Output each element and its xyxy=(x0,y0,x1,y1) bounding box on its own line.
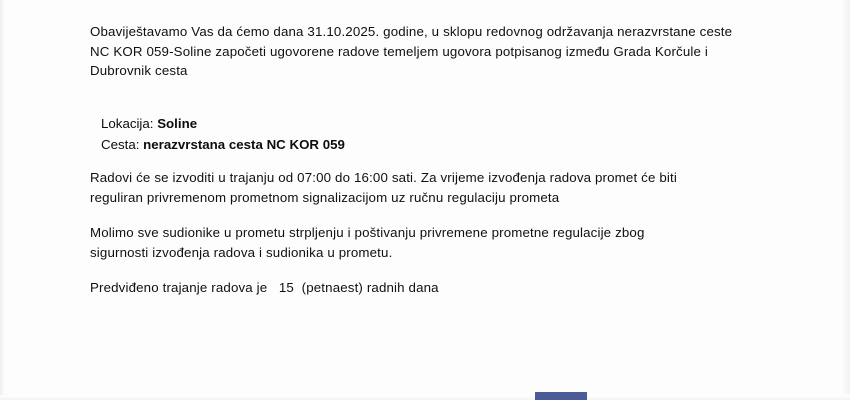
scan-edge-right xyxy=(840,0,850,400)
intro-paragraph xyxy=(90,22,770,81)
intro-line-3: Dubrovnik cesta xyxy=(90,63,188,78)
duration-paragraph: Predviđeno trajanje radova je 15 (petnaest) radnih dana xyxy=(90,280,439,295)
location-label: Lokacija: xyxy=(101,116,154,131)
scan-edge-left xyxy=(0,0,6,400)
works-line-1: Radovi će se izvoditi u trajanju od 07:00 do 16:00 sati. Za vrijeme izvođenja radova promet će biti xyxy=(90,170,677,185)
request-line-2: sigurnosti izvođenja radova i sudionika u prometu. xyxy=(90,244,393,260)
works-paragraph xyxy=(90,168,790,207)
footer-logo-fragment xyxy=(535,392,587,400)
works-line-2: reguliran privremenom prometnom signalizacijom uz ručnu regulaciju prometa xyxy=(90,189,560,205)
request-line-1: Molimo sve sudionike u prometu strpljenju i poštivanju privremene prometne regulacije zbog xyxy=(90,225,645,240)
location-row xyxy=(101,113,345,134)
road-label: Cesta: xyxy=(101,137,140,152)
location-block xyxy=(101,113,345,155)
road-value: nerazvrstana cesta NC KOR 059 xyxy=(143,137,345,152)
scan-edge-bottom xyxy=(0,395,850,400)
intro-line-1: Obaviještavamo Vas da ćemo dana 31.10.2025. godine, u sklopu redovnog održavanja nerazvrstane ceste xyxy=(90,24,733,39)
location-value: Soline xyxy=(157,116,198,131)
intro-line-2: NC KOR 059-Soline započeti ugovorene radove temeljem ugovora potpisanog između Grada Korčule i xyxy=(90,43,708,59)
request-paragraph xyxy=(90,223,790,262)
road-row xyxy=(101,134,345,155)
